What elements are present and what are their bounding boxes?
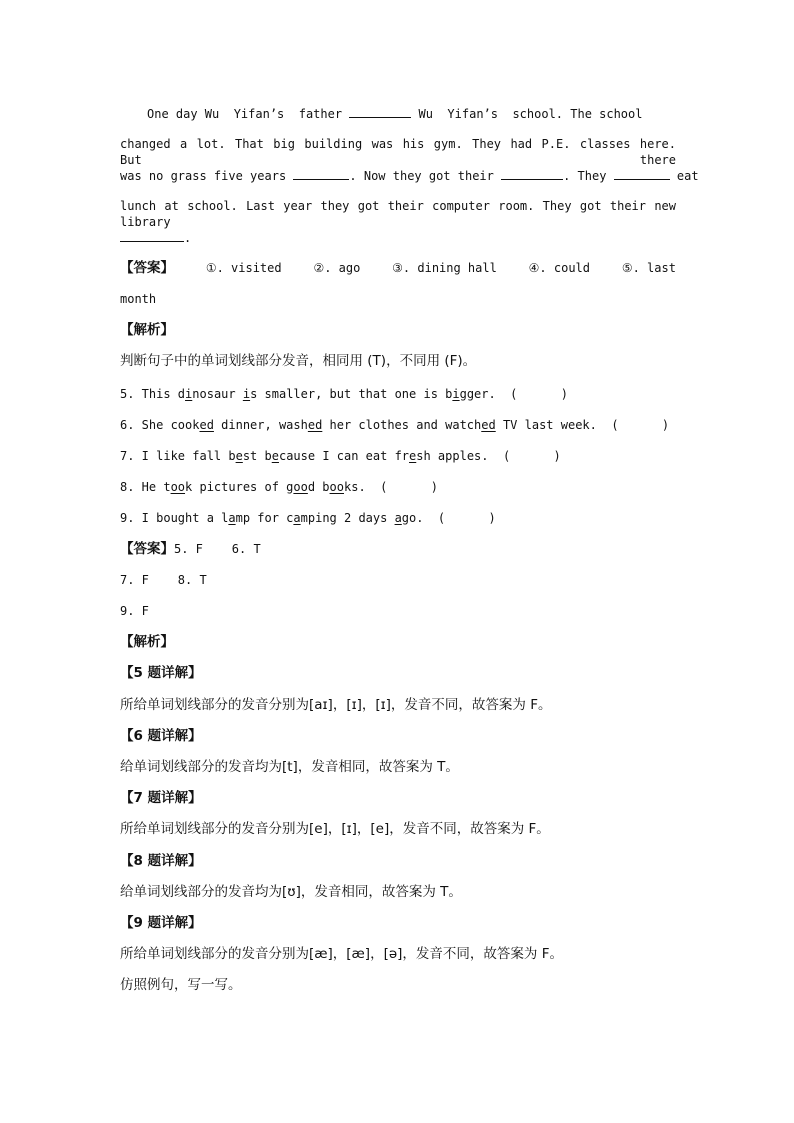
q-text: ks. ( ) xyxy=(344,480,438,494)
answer-item-3: ③. dining hall xyxy=(392,261,497,275)
passage-line-4: lunch at school. Last year they got their computer room. They got their new library xyxy=(120,199,676,229)
passage-text: . They xyxy=(563,169,614,183)
q-text: dinner, wash xyxy=(213,418,308,432)
fill-blank-2 xyxy=(293,167,349,180)
underlined-letter: oo xyxy=(170,480,186,494)
answer-1-line xyxy=(120,260,676,276)
answer-text: 5. F 6. T xyxy=(174,542,261,556)
q-text: cause I can eat fr xyxy=(278,449,410,463)
answer-1-wrap: month xyxy=(120,292,157,306)
question-9 xyxy=(120,510,676,526)
detail-heading-8: 【8 题详解】 xyxy=(120,853,202,869)
passage-text: eat xyxy=(669,169,699,183)
q-text: 7. I like fall b xyxy=(120,449,236,463)
q-text: 8. He t xyxy=(120,480,171,494)
underlined-letter: ed xyxy=(481,418,496,432)
fill-blank-1 xyxy=(349,105,411,118)
underlined-letter: a xyxy=(293,511,301,525)
question-7 xyxy=(120,448,676,464)
answer-item-5: ⑤. last xyxy=(621,261,676,275)
answer-item-1: ①. visited xyxy=(205,261,282,275)
detail-body-8: 给单词划线部分的发音均为[ʊ]，发音相同，故答案为 T。 xyxy=(120,884,462,900)
answer-2-line-1 xyxy=(120,541,676,557)
underlined-letter: oo xyxy=(329,480,344,494)
passage-line-2: changed a lot. That big building was his gym. They had P.E. classes here. But there xyxy=(120,137,676,167)
q-text: mp for c xyxy=(235,511,294,525)
analysis-heading-1: 【解析】 xyxy=(120,322,174,338)
detail-heading-6: 【6 题详解】 xyxy=(120,728,202,744)
passage-line-5 xyxy=(120,229,676,246)
underlined-letter: ed xyxy=(307,418,323,432)
answer-item-2: ②. ago xyxy=(313,261,361,275)
underlined-letter: i xyxy=(185,387,193,401)
passage-text: One day Wu Yifan’s father xyxy=(147,107,350,121)
fill-blank-5 xyxy=(120,229,184,242)
underlined-letter: e xyxy=(235,449,243,463)
underlined-letter: i xyxy=(452,387,460,401)
underlined-letter: i xyxy=(242,387,251,401)
answer-2-line-3: 9. F xyxy=(120,604,149,618)
detail-body-5: 所给单词划线部分的发音分别为[aɪ]，[ɪ]，[ɪ]，发音不同，故答案为 F。 xyxy=(120,697,552,713)
analysis-heading-2: 【解析】 xyxy=(120,634,174,650)
q-text: go. ( ) xyxy=(401,511,496,525)
fill-blank-3 xyxy=(501,167,563,180)
q-text: gger. ( ) xyxy=(459,387,568,401)
answer-label: 【答案】 xyxy=(120,260,174,276)
passage-text: . xyxy=(184,231,192,245)
q-text: 5. This d xyxy=(120,387,186,401)
q-text: nosaur xyxy=(192,387,243,401)
q-text: st b xyxy=(242,449,272,463)
underlined-letter: a xyxy=(394,511,402,525)
passage-line-1 xyxy=(120,105,676,122)
passage-text: was no grass five years xyxy=(120,169,294,183)
fill-blank-4 xyxy=(614,167,670,180)
q-text: TV last week. ( ) xyxy=(495,418,670,432)
instruction: 判断句子中的单词划线部分发音，相同用 (T)，不同用 (F)。 xyxy=(120,353,477,369)
detail-body-6: 给单词划线部分的发音均为[t]，发音相同，故答案为 T。 xyxy=(120,759,459,775)
q-text: her clothes and watch xyxy=(322,418,482,432)
underlined-letter: e xyxy=(409,449,417,463)
q-text: 6. She cook xyxy=(120,418,200,432)
q-text: k pictures of g xyxy=(185,480,294,494)
underlined-letter: oo xyxy=(293,480,308,494)
question-6 xyxy=(120,417,676,433)
final-instruction: 仿照例句，写一写。 xyxy=(120,977,242,993)
detail-heading-7: 【7 题详解】 xyxy=(120,790,202,806)
detail-heading-5: 【5 题详解】 xyxy=(120,665,202,681)
q-text: s smaller, but that one is b xyxy=(250,387,453,401)
q-text: d b xyxy=(307,480,330,494)
detail-body-9: 所给单词划线部分的发音分别为[æ]，[æ]，[ə]，发音不同，故答案为 F。 xyxy=(120,946,563,962)
question-5 xyxy=(120,386,676,402)
answer-label: 【答案】 xyxy=(120,541,174,557)
passage-line-3 xyxy=(120,167,699,184)
q-text: mping 2 days xyxy=(300,511,395,525)
detail-heading-9: 【9 题详解】 xyxy=(120,915,202,931)
underlined-letter: a xyxy=(228,511,236,525)
underlined-letter: ed xyxy=(199,418,214,432)
passage-text: . Now they got their xyxy=(349,169,502,183)
answer-item-4: ④. could xyxy=(528,261,591,275)
question-8 xyxy=(120,479,676,495)
q-text: sh apples. ( ) xyxy=(416,449,561,463)
detail-body-7: 所给单词划线部分的发音分别为[e]，[ɪ]，[e]，发音不同，故答案为 F。 xyxy=(120,821,550,837)
answer-2-line-2: 7. F 8. T xyxy=(120,573,207,587)
passage-text: Wu Yifan’s school. The school xyxy=(411,107,643,121)
underlined-letter: e xyxy=(271,449,279,463)
q-text: 9. I bought a l xyxy=(120,511,229,525)
